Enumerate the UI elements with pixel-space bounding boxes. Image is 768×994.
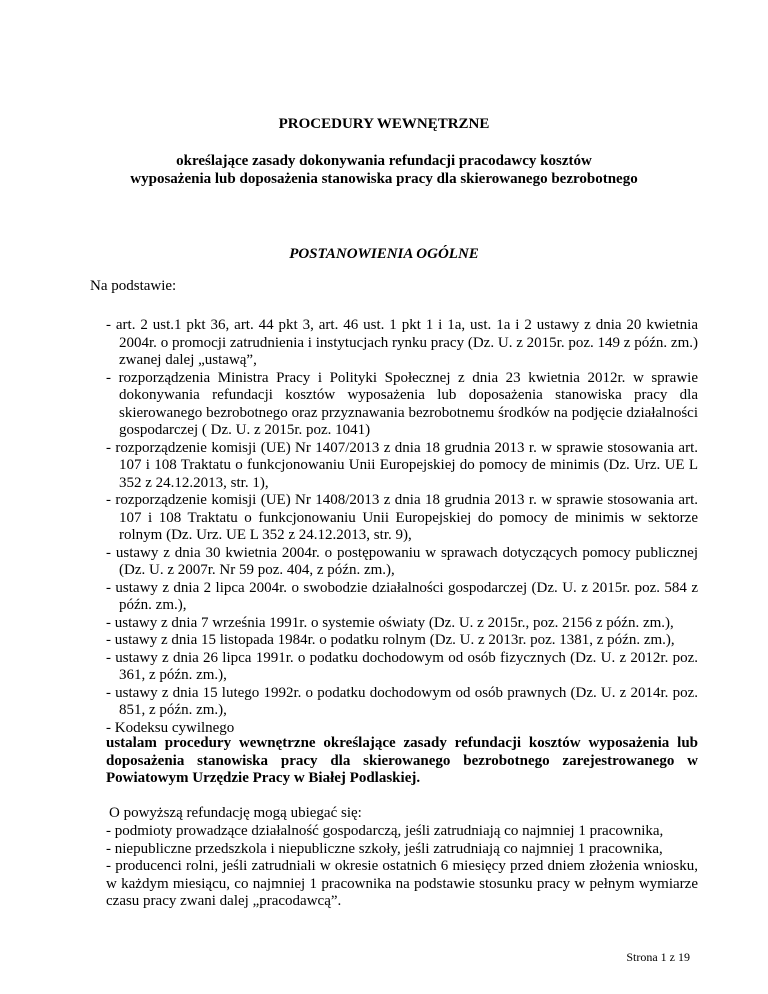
legal-basis-item: - ustawy z dnia 15 listopada 1984r. o podatku rolnym (Dz. U. z 2013r. poz. 1381, z późn. zm.), [106,632,675,648]
legal-basis-item: - ustawy z dnia 15 lutego 1992r. o podatku dochodowym od osób prawnych (Dz. U. z 2014r. poz. 851, z późn. zm.), [106,684,698,718]
eligible-list [106,823,698,911]
section-heading: POSTANOWIENIA OGÓLNE [289,246,479,262]
legal-basis-item: - art. 2 ust.1 pkt 36, art. 44 pkt 3, art. 46 ust. 1 pkt 1 i 1a, ust. 1a i 2 ustawy z dnia 20 kwietnia 2004r. o promocji zatrudnienia i instytucjach rynku pracy (Dz. U. z 2015r. poz. 149 z późn. zm.) zwanej dalej „ustawą”, [106,317,698,368]
legal-basis-item: - ustawy z dnia 30 kwietnia 2004r. o postępowaniu w sprawach dotyczących pomocy publicznej (Dz. U. z 2007r. Nr 59 poz. 404, z późn. zm.), [106,544,698,578]
eligible-item: - podmioty prowadzące działalność gospodarczą, jeśli zatrudniają co najmniej 1 pracownika, [106,823,664,839]
subtitle-line-1: określające zasady dokonywania refundacji pracodawcy kosztów [176,153,592,169]
intro-text: Na podstawie: [90,278,177,294]
subtitle-line-2: wyposażenia lub doposażenia stanowiska pracy dla skierowanego bezrobotnego [130,171,638,187]
legal-basis-item: - rozporządzenie komisji (UE) Nr 1407/2013 z dnia 18 grudnia 2013 r. w sprawie stosowania art. 107 i 108 Traktatu o funkcjonowaniu Unii Europejskiej do pomocy de minimis (Dz. Urz. UE L 352 z 24.12.2013, str. 1), [106,439,698,491]
legal-basis-item: - ustawy z dnia 2 lipca 2004r. o swobodzie działalności gospodarczej (Dz. U. z 2015r. poz. 584 z późn. zm.), [106,579,698,613]
legal-basis-item: - rozporządzenia Ministra Pracy i Polityki Społecznej z dnia 23 kwietnia 2012r. w sprawie dokonywania refundacji kosztów wyposażenia lub doposażenia stanowiska pracy dla skierowanego bezrobotnego oraz przyznawania bezrobotnemu środków na podjęcie działalności gospodarczej ( Dz. U. z 2015r. poz. 1041) [106,369,698,438]
eligible-item: - producenci rolni, jeśli zatrudniali w okresie ostatnich 6 miesięcy przed dniem złożenia wniosku, w każdym miesiącu, co najmniej 1 pracownika na podstawie stosunku pracy w pełnym wymiarze czasu pracy zwani dalej „pracodawcą”. [106,858,698,910]
document-title: PROCEDURY WEWNĘTRZNE [278,116,490,132]
legal-basis-item: - ustawy z dnia 7 września 1991r. o systemie oświaty (Dz. U. z 2015r., poz. 2156 z późn. zm.), [106,614,674,631]
eligible-item: - niepubliczne przedszkola i niepubliczne szkoły, jeśli zatrudniają co najmniej 1 pracownika, [106,840,663,857]
eligible-heading: O powyższą refundację mogą ubiegać się: [109,805,362,821]
legal-basis-list [106,317,698,737]
page-number: Strona 1 z 19 [626,950,690,964]
decision-paragraph: ustalam procedury wewnętrzne określające zasady refundacji kosztów wyposażenia lub doposażenia stanowiska pracy dla skierowanego bezrobotnego zarejestrowanego w Powiatowym Urzędzie Pracy w Białej Podlaskiej. [106,735,698,787]
legal-basis-item: - Kodeksu cywilnego [106,719,235,736]
legal-basis-item: - ustawy z dnia 26 lipca 1991r. o podatku dochodowym od osób fizycznych (Dz. U. z 2012r. poz. 361, z późn. zm.), [106,649,698,683]
legal-basis-item: - rozporządzenie komisji (UE) Nr 1408/2013 z dnia 18 grudnia 2013 r. w sprawie stosowania art. 107 i 108 Traktatu o funkcjonowaniu Unii Europejskiej do pomocy de minimis w sektorze rolnym (Dz. Urz. UE L 352 z 24.12.2013, str. 9), [106,492,698,543]
document-subtitle [0,152,768,188]
